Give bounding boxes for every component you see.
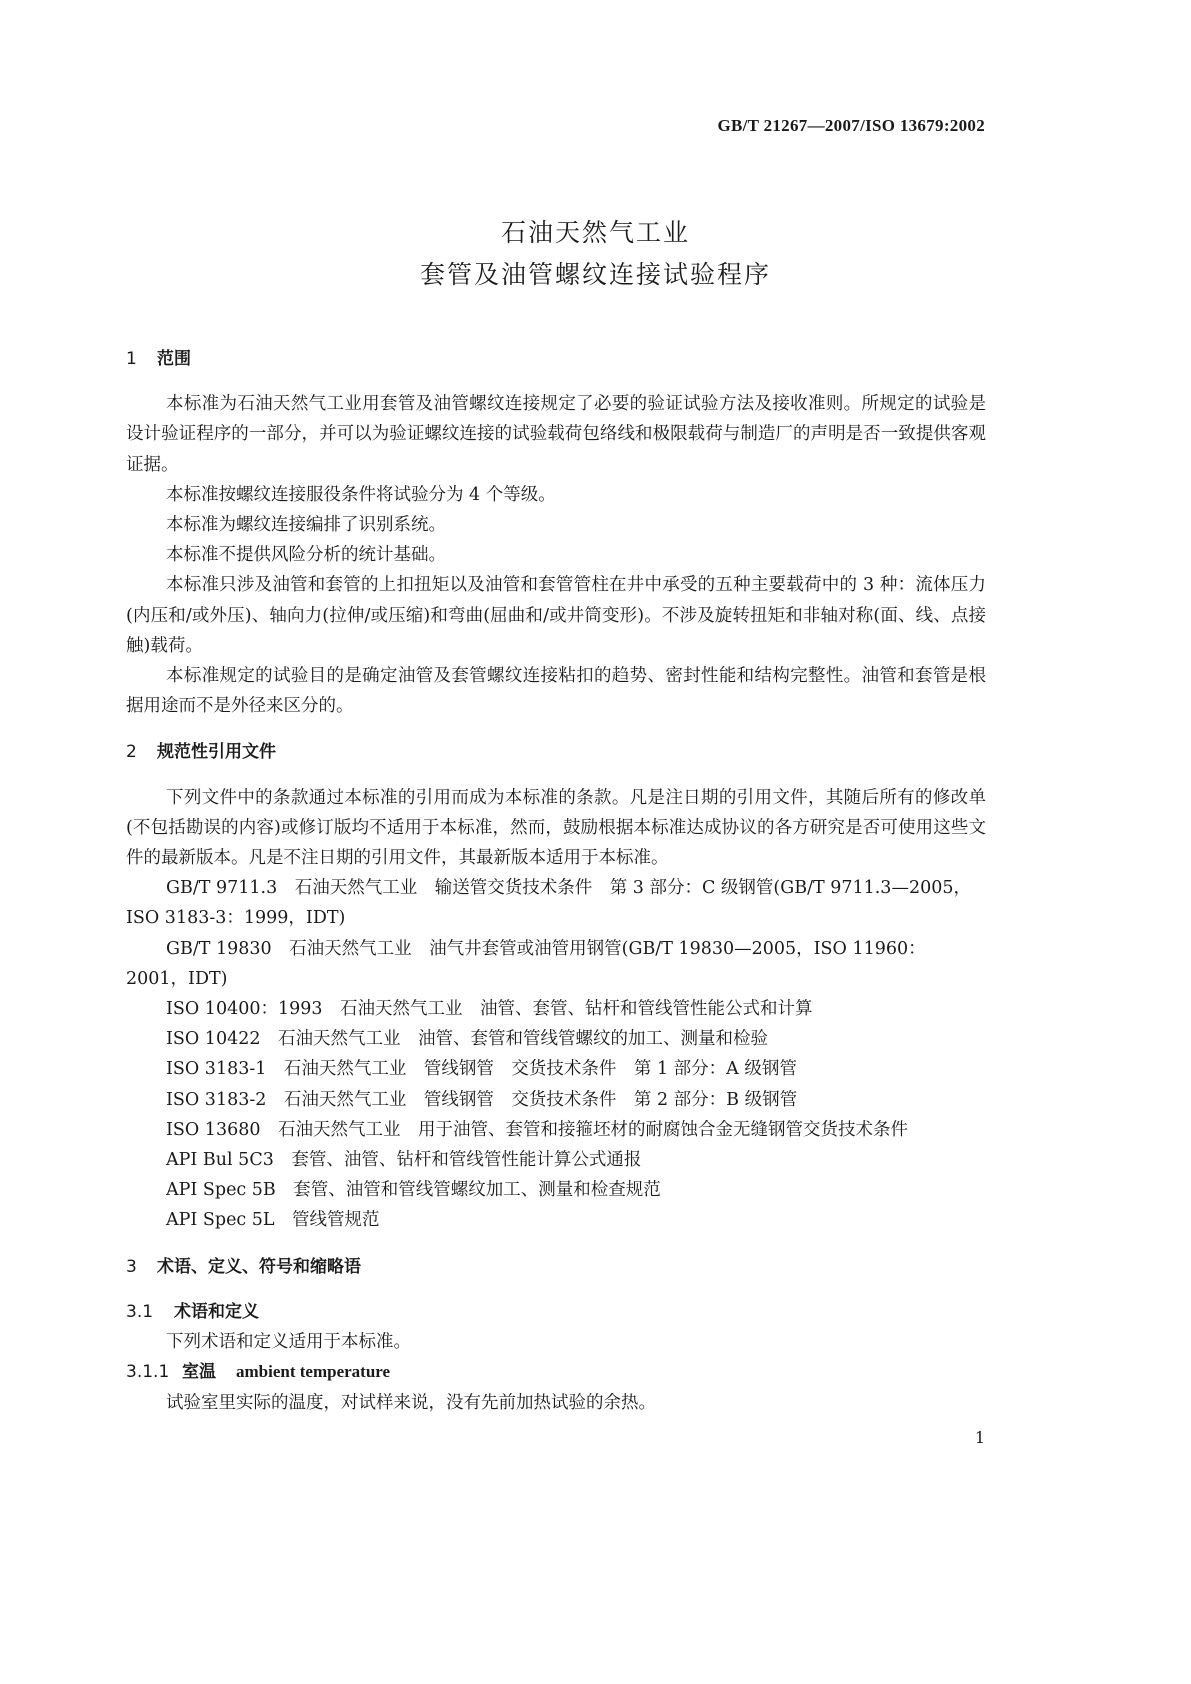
title-line-1: 石油天然气工业: [500, 218, 690, 247]
section-number: 3.1.1: [126, 1362, 170, 1383]
standard-number-header: GB/T 21267—2007/ISO 13679:2002: [717, 116, 985, 135]
title-line-2: 套管及油管螺纹连接试验程序: [419, 260, 771, 289]
reference-item: ISO 3183-1 石油天然气工业 管线钢管 交货技术条件 第 1 部分：A 级钢管: [166, 1059, 797, 1080]
reference-item: ISO 10400：1993 石油天然气工业 油管、套管、钻杆和管线管性能公式和计算: [166, 999, 813, 1020]
section-title: 规范性引用文件: [157, 742, 276, 763]
paragraph: 本标准不提供风险分析的统计基础。: [166, 545, 446, 566]
reference-item: ISO 3183-2 石油天然气工业 管线钢管 交货技术条件 第 2 部分：B 级钢管: [166, 1089, 798, 1110]
section-number: 2: [126, 742, 137, 763]
paragraph: 下列文件中的条款通过本标准的引用而成为本标准的条款。凡是注日期的引用文件，其随后所有的修改单(不包括勘误的内容)或修订版均不适用于本标准，然而，鼓励根据本标准达成协议的各方研究是否可使用这些文件的最新版本。凡是不注日期的引用文件，其最新版本适用于本标准。: [126, 787, 986, 869]
term-english: ambient temperature: [236, 1362, 391, 1382]
reference-item: ISO 10422 石油天然气工业 油管、套管和管线管螺纹的加工、测量和检验: [166, 1029, 768, 1050]
paragraph: 本标准按螺纹连接服役条件将试验分为 4 个等级。: [166, 484, 556, 505]
section-title: 术语和定义: [174, 1301, 259, 1322]
paragraph: 本标准只涉及油管和套管的上扣扭矩以及油管和套管管柱在井中承受的五种主要载荷中的 3 种：流体压力(内压和/或外压)、轴向力(拉伸/或压缩)和弯曲(屈曲和/或井筒变形)。不涉及旋转扭矩和非轴对称(面、线、点接触)载荷。: [126, 575, 986, 656]
reference-item: API Spec 5L 管线管规范: [166, 1210, 380, 1231]
document-title: [0, 212, 1191, 296]
section-title: 术语、定义、符号和缩略语: [157, 1256, 361, 1277]
section-number: 1: [126, 349, 137, 369]
paragraph: 试验室里实际的温度，对试样来说，没有先前加热试验的余热。: [166, 1392, 656, 1413]
reference-item: API Spec 5B 套管、油管和管线管螺纹加工、测量和检查规范: [166, 1180, 661, 1201]
document-body: [126, 344, 986, 1418]
section-3-heading: [126, 1252, 986, 1282]
paragraph: 本标准为石油天然气工业用套管及油管螺纹连接规定了必要的验证试验方法及接收准则。所规定的试验是设计验证程序的一部分，并可以为验证螺纹连接的试验载荷包络线和极限载荷与制造厂的声明是否一致提供客观证据。: [126, 394, 986, 475]
term-chinese: 室温: [182, 1362, 216, 1383]
reference-item: API Bul 5C3 套管、油管、钻杆和管线管性能计算公式通报: [166, 1150, 642, 1171]
section-2-heading: [126, 737, 986, 767]
paragraph: 本标准规定的试验目的是确定油管及套管螺纹连接粘扣的趋势、密封性能和结构完整性。油管和套管是根据用途而不是外径来区分的。: [126, 666, 986, 717]
page-number: 1: [974, 1428, 985, 1447]
section-1-heading: [126, 344, 986, 374]
section-number: 3: [126, 1256, 137, 1277]
paragraph: 下列术语和定义适用于本标准。: [166, 1332, 411, 1353]
reference-item: GB/T 9711.3 石油天然气工业 输送管交货技术条件 第 3 部分：C 级钢管(GB/T 9711.3—2005，ISO 3183-3：1999，IDT): [126, 878, 971, 929]
subsection-3-1-heading: [126, 1297, 986, 1327]
subsection-3-1-1-heading: [126, 1357, 986, 1387]
reference-item: GB/T 19830 石油天然气工业 油气井套管或油管用钢管(GB/T 19830—2005，ISO 11960：2001，IDT): [126, 938, 926, 989]
paragraph: 本标准为螺纹连接编排了识别系统。: [166, 515, 446, 536]
section-number: 3.1: [126, 1301, 154, 1322]
section-title: 范围: [157, 349, 191, 369]
reference-item: ISO 13680 石油天然气工业 用于油管、套管和接箍坯材的耐腐蚀合金无缝钢管交货技术条件: [166, 1119, 908, 1140]
